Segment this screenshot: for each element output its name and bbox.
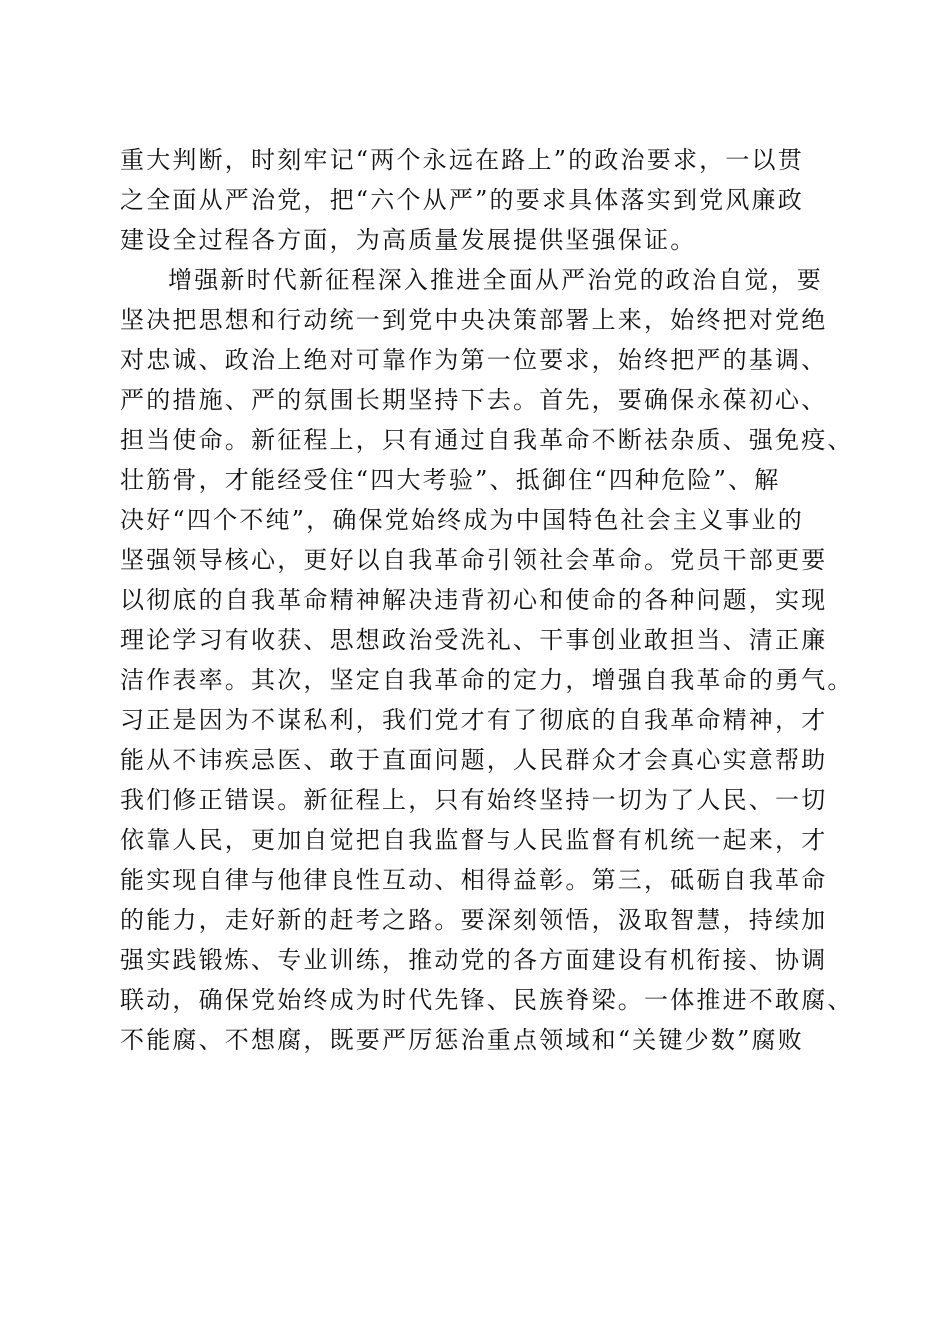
text-line: 壮筋骨，才能经受住“四大考验”、抵御住“四种危险”、解 (120, 466, 781, 494)
text-line: 习正是因为不谋私利，我们党才有了彻底的自我革命精神，才 (120, 706, 828, 734)
text-line: 以彻底的自我革命精神解决违背初心和使命的各种问题，实现 (120, 586, 828, 614)
text-line: 坚强领导核心，更好以自我革命引领社会革命。党员干部更要 (120, 546, 828, 574)
text-line: 担当使命。新征程上，只有通过自我革命不断祛杂质、强免疫、 (120, 426, 854, 454)
text-line: 建设全过程各方面，为高质量发展提供坚强保证。 (120, 226, 697, 254)
text-line: 的能力，走好新的赶考之路。要深刻领悟，汲取智慧，持续加 (120, 906, 828, 934)
text-line: 洁作表率。其次，坚定自我革命的定力，增强自我革命的勇气。 (120, 666, 854, 694)
text-line: 重大判断，时刻牢记“两个永远在路上”的政治要求，一以贯 (120, 146, 804, 174)
text-line: 能实现自律与他律良性互动、相得益彰。第三，砥砺自我革命 (120, 866, 828, 894)
text-line: 依靠人民，更加自觉把自我监督与人民监督有机统一起来，才 (120, 826, 828, 854)
paragraph-first-line: 增强新时代新征程深入推进全面从严治党的政治自觉，要 (168, 266, 823, 294)
text-line: 强实践锻炼、专业训练，推动党的各方面建设有机衔接、协调 (120, 946, 828, 974)
text-line: 坚决把思想和行动统一到党中央决策部署上来，始终把对党绝 (120, 306, 828, 334)
text-line: 对忠诚、政治上绝对可靠作为第一位要求，始终把严的基调、 (120, 346, 828, 374)
text-line: 理论学习有收获、思想政治受洗礼、干事创业敢担当、清正廉 (120, 626, 828, 654)
text-line: 我们修正错误。新征程上，只有始终坚持一切为了人民、一切 (120, 786, 828, 814)
text-line: 不能腐、不想腐，既要严厉惩治重点领域和“关键少数”腐败 (120, 1026, 804, 1054)
text-line: 能从不讳疾忌医、敢于直面问题，人民群众才会真心实意帮助 (120, 746, 828, 774)
text-line: 决好“四个不纯”，确保党始终成为中国特色社会主义事业的 (120, 506, 804, 534)
text-line: 之全面从严治党，把“六个从严”的要求具体落实到党风廉政 (120, 186, 804, 214)
text-line: 联动，确保党始终成为时代先锋、民族脊梁。一体推进不敢腐、 (120, 986, 854, 1014)
text-line: 严的措施、严的氛围长期坚持下去。首先，要确保永葆初心、 (120, 386, 828, 414)
